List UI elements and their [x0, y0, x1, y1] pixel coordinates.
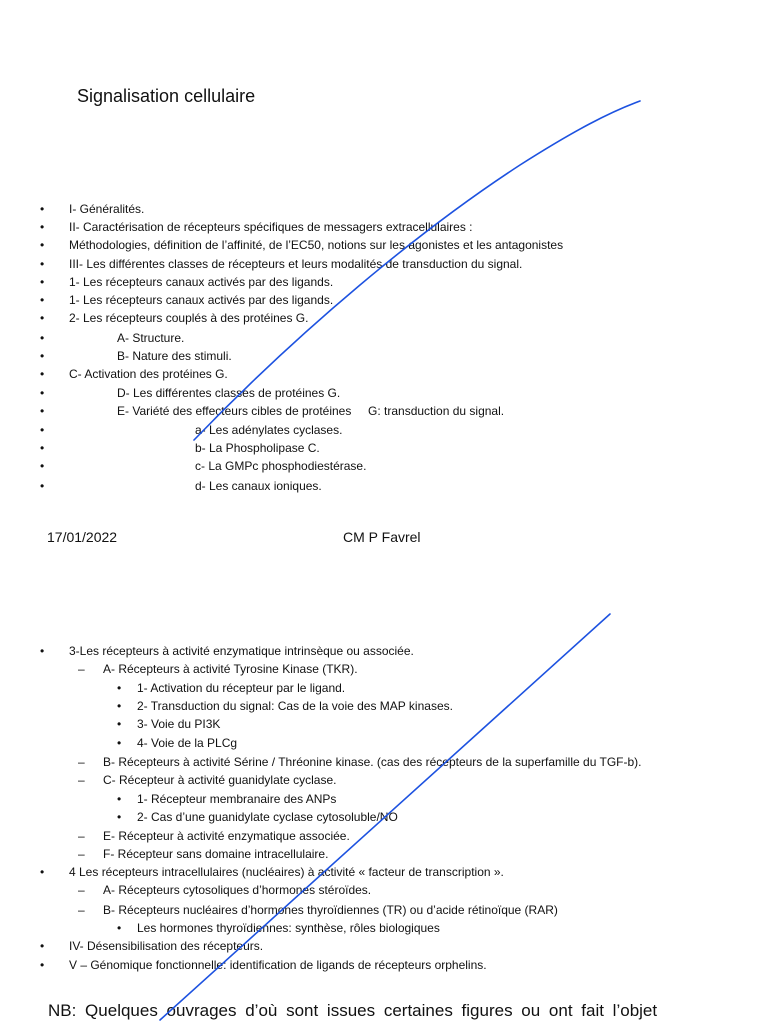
outline-item: Les hormones thyroïdiennes: synthèse, rôles biologiques	[137, 921, 440, 935]
bullet: •	[40, 644, 45, 658]
bullet: •	[117, 699, 122, 713]
outline-item: c- La GMPc phosphodiestérase.	[195, 459, 367, 473]
outline-item: 2- Les récepteurs couplés à des protéines G.	[69, 311, 309, 325]
dash: –	[78, 903, 85, 917]
dash: –	[78, 883, 85, 897]
outline-item: V – Génomique fonctionnelle: identification de ligands de récepteurs orphelins.	[69, 958, 487, 972]
bullet: •	[117, 736, 122, 750]
outline-item: 1- Activation du récepteur par le ligand.	[137, 681, 346, 695]
outline-item: 1- Les récepteurs canaux activés par des ligands.	[69, 275, 334, 289]
page-title: Signalisation cellulaire	[77, 86, 256, 106]
outline-item: F- Récepteur sans domaine intracellulaire.	[103, 847, 329, 861]
outline-item: II- Caractérisation de récepteurs spécifiques de messagers extracellulaires :	[69, 220, 473, 234]
dash: –	[78, 847, 85, 861]
bullet: •	[40, 367, 45, 381]
outline-item: B- Nature des stimuli.	[117, 349, 232, 363]
outline-item: b- La Phospholipase C.	[195, 441, 320, 455]
bullet: •	[40, 441, 45, 455]
outline-item: 4- Voie de la PLCg	[137, 736, 238, 750]
dash: –	[78, 773, 85, 787]
bullet: •	[117, 810, 122, 824]
outline-item: d- Les canaux ioniques.	[195, 479, 322, 493]
dash: –	[78, 755, 85, 769]
outline-item: A- Structure.	[117, 331, 185, 345]
outline-item: E- Récepteur à activité enzymatique associée.	[103, 829, 350, 843]
dash: –	[78, 829, 85, 843]
outline-item: A- Récepteurs cytosoliques d’hormones stéroïdes.	[103, 883, 372, 897]
outline-item: Méthodologies, définition de l’affinité, de l’EC50, notions sur les agonistes et les antagonistes	[69, 238, 564, 252]
bullet: •	[40, 958, 45, 972]
bullet: •	[40, 220, 45, 234]
outline-item: A- Récepteurs à activité Tyrosine Kinase (TKR).	[103, 662, 358, 676]
slide-date: 17/01/2022	[47, 529, 118, 545]
bullet: •	[40, 349, 45, 363]
bullet: •	[40, 423, 45, 437]
outline-item: E- Variété des effecteurs cibles de protéines G: transduction du signal.	[117, 404, 505, 418]
bullet: •	[117, 921, 122, 935]
outline-item: D- Les différentes classes de protéines G.	[117, 386, 341, 400]
outline-item: 4 Les récepteurs intracellulaires (nucléaires) à activité « facteur de transcription ».	[69, 865, 504, 879]
outline-item: 3-Les récepteurs à activité enzymatique intrinsèque ou associée.	[69, 644, 414, 658]
bullet: •	[40, 275, 45, 289]
outline-item: B- Récepteurs nucléaires d’hormones thyroïdiennes (TR) ou d’acide rétinoïque (RAR)	[103, 903, 558, 917]
outline-item: 2- Cas d’une guanidylate cyclase cytosoluble/NO	[137, 810, 398, 824]
bullet: •	[40, 331, 45, 345]
outline-item: 2- Transduction du signal: Cas de la voie des MAP kinases.	[137, 699, 453, 713]
outline-item: 1- Les récepteurs canaux activés par des ligands.	[69, 293, 334, 307]
outline-item: I- Généralités.	[69, 202, 145, 216]
outline-item: IV- Désensibilisation des récepteurs.	[69, 939, 264, 953]
bullet: •	[40, 939, 45, 953]
bullet: •	[117, 717, 122, 731]
bullet: •	[40, 238, 45, 252]
bullet: •	[40, 865, 45, 879]
bullet: •	[40, 311, 45, 325]
outline-item: 3- Voie du PI3K	[137, 717, 221, 731]
outline-item: a- Les adénylates cyclases.	[195, 423, 343, 437]
bullet: •	[40, 459, 45, 473]
dash: –	[78, 662, 85, 676]
outline-item: C- Activation des protéines G.	[69, 367, 228, 381]
bullet: •	[40, 202, 45, 216]
bullet: •	[40, 257, 45, 271]
bullet: •	[117, 681, 122, 695]
bullet: •	[40, 479, 45, 493]
outline-item: C- Récepteur à activité guanidylate cyclase.	[103, 773, 337, 787]
bullet: •	[40, 386, 45, 400]
bullet: •	[40, 404, 45, 418]
outline-item: III- Les différentes classes de récepteurs et leurs modalités de transduction du signal.	[69, 257, 523, 271]
slide-author: CM P Favrel	[343, 529, 421, 545]
outline-item: 1- Récepteur membranaire des ANPs	[137, 792, 337, 806]
nb-note: NB: Quelques ouvrages d’où sont issues certaines figures ou ont fait l’objet	[48, 1001, 658, 1020]
bullet: •	[40, 293, 45, 307]
bullet: •	[117, 792, 122, 806]
outline-item: B- Récepteurs à activité Sérine / Thréonine kinase. (cas des récepteurs de la superfamille du TGF-b).	[103, 755, 642, 769]
